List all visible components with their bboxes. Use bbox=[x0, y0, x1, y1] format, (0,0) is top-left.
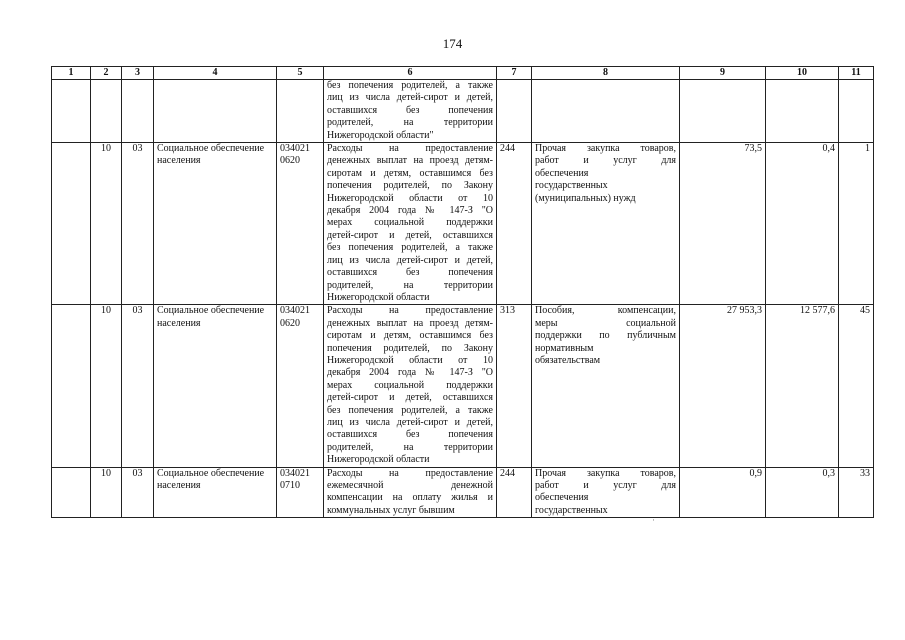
page-number: 174 bbox=[442, 36, 463, 51]
table-row bbox=[52, 305, 874, 467]
text-line: мерах социальной поддержки bbox=[327, 217, 493, 229]
text-line: коммунальных услуг бывшим bbox=[327, 504, 455, 516]
text-line: обязательствам bbox=[535, 354, 601, 366]
cell-description bbox=[324, 467, 497, 518]
text-line: декабря 2004 года № 147-З "О bbox=[327, 367, 493, 379]
cell-col7 bbox=[497, 80, 532, 143]
text-line: обеспечения bbox=[535, 492, 589, 504]
text-line: работ и услуг для bbox=[535, 155, 676, 167]
cell-col5 bbox=[277, 80, 324, 143]
text-line: лиц из числа детей-сирот и детей, bbox=[327, 416, 493, 428]
cell-col3 bbox=[122, 80, 154, 143]
cell-subsection: 03 bbox=[122, 467, 154, 518]
text-line: меры социальной bbox=[535, 317, 676, 329]
text-line: сиротам и детям, оставшимся без bbox=[327, 167, 493, 179]
cell-col1 bbox=[52, 80, 91, 143]
cell-section: 10 bbox=[91, 143, 122, 305]
cell-description bbox=[324, 80, 497, 143]
cell-expense-type-code: 313 bbox=[497, 305, 532, 467]
cell-amount-plan: 0,9 bbox=[680, 467, 766, 518]
text-line: денежных выплат на проезд детям- bbox=[327, 155, 493, 167]
header-row bbox=[52, 67, 874, 80]
text-line: лиц из числа детей-сирот и детей, bbox=[327, 254, 493, 266]
cell-col11 bbox=[839, 80, 874, 143]
cell-col2 bbox=[91, 80, 122, 143]
column-header-2: 2 bbox=[91, 67, 122, 80]
cell-target-code: 034021 0620 bbox=[277, 143, 324, 305]
cell-amount-executed: 0,4 bbox=[766, 143, 839, 305]
column-header-3: 3 bbox=[122, 67, 154, 80]
text-line: Нижегородской области bbox=[327, 454, 430, 466]
column-header-8: 8 bbox=[532, 67, 680, 80]
cell-col1 bbox=[52, 143, 91, 305]
cell-subsection: 03 bbox=[122, 305, 154, 467]
cell-target-code: 034021 0710 bbox=[277, 467, 324, 518]
cell-col1 bbox=[52, 305, 91, 467]
text-line: работ и услуг для bbox=[535, 480, 676, 491]
text-line: оставшихся без попечения bbox=[327, 267, 493, 279]
cell-percent: 1 bbox=[839, 143, 874, 305]
text-line: Прочая закупка товаров, bbox=[535, 467, 676, 479]
cell-amount-plan: 73,5 bbox=[680, 143, 766, 305]
text-line: государственных bbox=[535, 180, 608, 192]
budget-table bbox=[51, 66, 874, 518]
cell-expense-type bbox=[532, 143, 680, 305]
cell-expense-type bbox=[532, 467, 680, 518]
cell-col10 bbox=[766, 80, 839, 143]
text-line: обеспечения bbox=[535, 167, 589, 179]
cell-percent: 33 bbox=[839, 467, 874, 518]
cell-expense-type-code: 244 bbox=[497, 143, 532, 305]
column-header-7: 7 bbox=[497, 67, 532, 80]
text-line: оставшихся без попечения bbox=[327, 429, 493, 441]
text-line: Нижегородской области от 10 bbox=[327, 192, 493, 204]
cell-expense-type bbox=[532, 305, 680, 467]
text-line: Пособия, компенсации, bbox=[535, 305, 676, 317]
text-line: ежемесячной денежной bbox=[327, 480, 493, 491]
table-row bbox=[52, 467, 874, 518]
text-line: денежных выплат на проезд детям- bbox=[327, 317, 493, 329]
cell-section-name: Социальное обеспечение населения bbox=[154, 143, 277, 305]
text-line: родителей, на территории bbox=[327, 441, 493, 453]
continuation-row bbox=[52, 80, 874, 143]
column-header-1: 1 bbox=[52, 67, 91, 80]
column-header-4: 4 bbox=[154, 67, 277, 80]
text-line: лиц из числа детей-сирот и детей, bbox=[327, 92, 493, 104]
cell-section: 10 bbox=[91, 305, 122, 467]
cell-subsection: 03 bbox=[122, 143, 154, 305]
cell-section: 10 bbox=[91, 467, 122, 518]
cell-section-name: Социальное обеспечение населения bbox=[154, 467, 277, 518]
text-line: государственных bbox=[535, 504, 608, 516]
table-row bbox=[52, 143, 874, 305]
cell-col1 bbox=[52, 467, 91, 518]
text-line: Нижегородской области от 10 bbox=[327, 354, 493, 366]
text-line: сиротам и детям, оставшимся без bbox=[327, 330, 493, 342]
column-header-5: 5 bbox=[277, 67, 324, 80]
text-line: попечения родителей, по Закону bbox=[327, 342, 493, 354]
text-line: без попечения родителей, а также bbox=[327, 80, 493, 91]
cell-expense-type-code: 244 bbox=[497, 467, 532, 518]
cell-amount-plan: 27 953,3 bbox=[680, 305, 766, 467]
cell-percent: 45 bbox=[839, 305, 874, 467]
scan-mark: · bbox=[652, 515, 655, 525]
text-line: попечения родителей, по Закону bbox=[327, 180, 493, 192]
cell-target-code: 034021 0620 bbox=[277, 305, 324, 467]
text-line: (муниципальных) нужд bbox=[535, 192, 636, 204]
text-line: Расходы на предоставление bbox=[327, 467, 493, 479]
column-header-6: 6 bbox=[324, 67, 497, 80]
cell-col8 bbox=[532, 80, 680, 143]
text-line: компенсации на оплату жилья и bbox=[327, 492, 493, 504]
cell-col4 bbox=[154, 80, 277, 143]
text-line: Расходы на предоставление bbox=[327, 143, 493, 155]
text-line: Прочая закупка товаров, bbox=[535, 143, 676, 155]
text-line: родителей, на территории bbox=[327, 279, 493, 291]
text-line: без попечения родителей, а также bbox=[327, 242, 493, 254]
text-line: поддержки по публичным bbox=[535, 330, 676, 342]
column-header-9: 9 bbox=[680, 67, 766, 80]
cell-amount-executed: 0,3 bbox=[766, 467, 839, 518]
column-header-10: 10 bbox=[766, 67, 839, 80]
text-line: оставшихся без попечения bbox=[327, 104, 493, 116]
text-line: родителей, на территории bbox=[327, 117, 493, 129]
text-line: Расходы на предоставление bbox=[327, 305, 493, 317]
text-line: детей-сирот и детей, оставшихся bbox=[327, 229, 493, 241]
cell-description bbox=[324, 143, 497, 305]
text-line: детей-сирот и детей, оставшихся bbox=[327, 392, 493, 404]
cell-description bbox=[324, 305, 497, 467]
text-line: нормативным bbox=[535, 342, 594, 354]
cell-amount-executed: 12 577,6 bbox=[766, 305, 839, 467]
text-line: декабря 2004 года № 147-З "О bbox=[327, 205, 493, 217]
column-header-11: 11 bbox=[839, 67, 874, 80]
cell-section-name: Социальное обеспечение населения bbox=[154, 305, 277, 467]
text-line: мерах социальной поддержки bbox=[327, 379, 493, 391]
text-line: Нижегородской области bbox=[327, 291, 430, 303]
text-line: Нижегородской области" bbox=[327, 129, 434, 141]
cell-col9 bbox=[680, 80, 766, 143]
text-line: без попечения родителей, а также bbox=[327, 404, 493, 416]
